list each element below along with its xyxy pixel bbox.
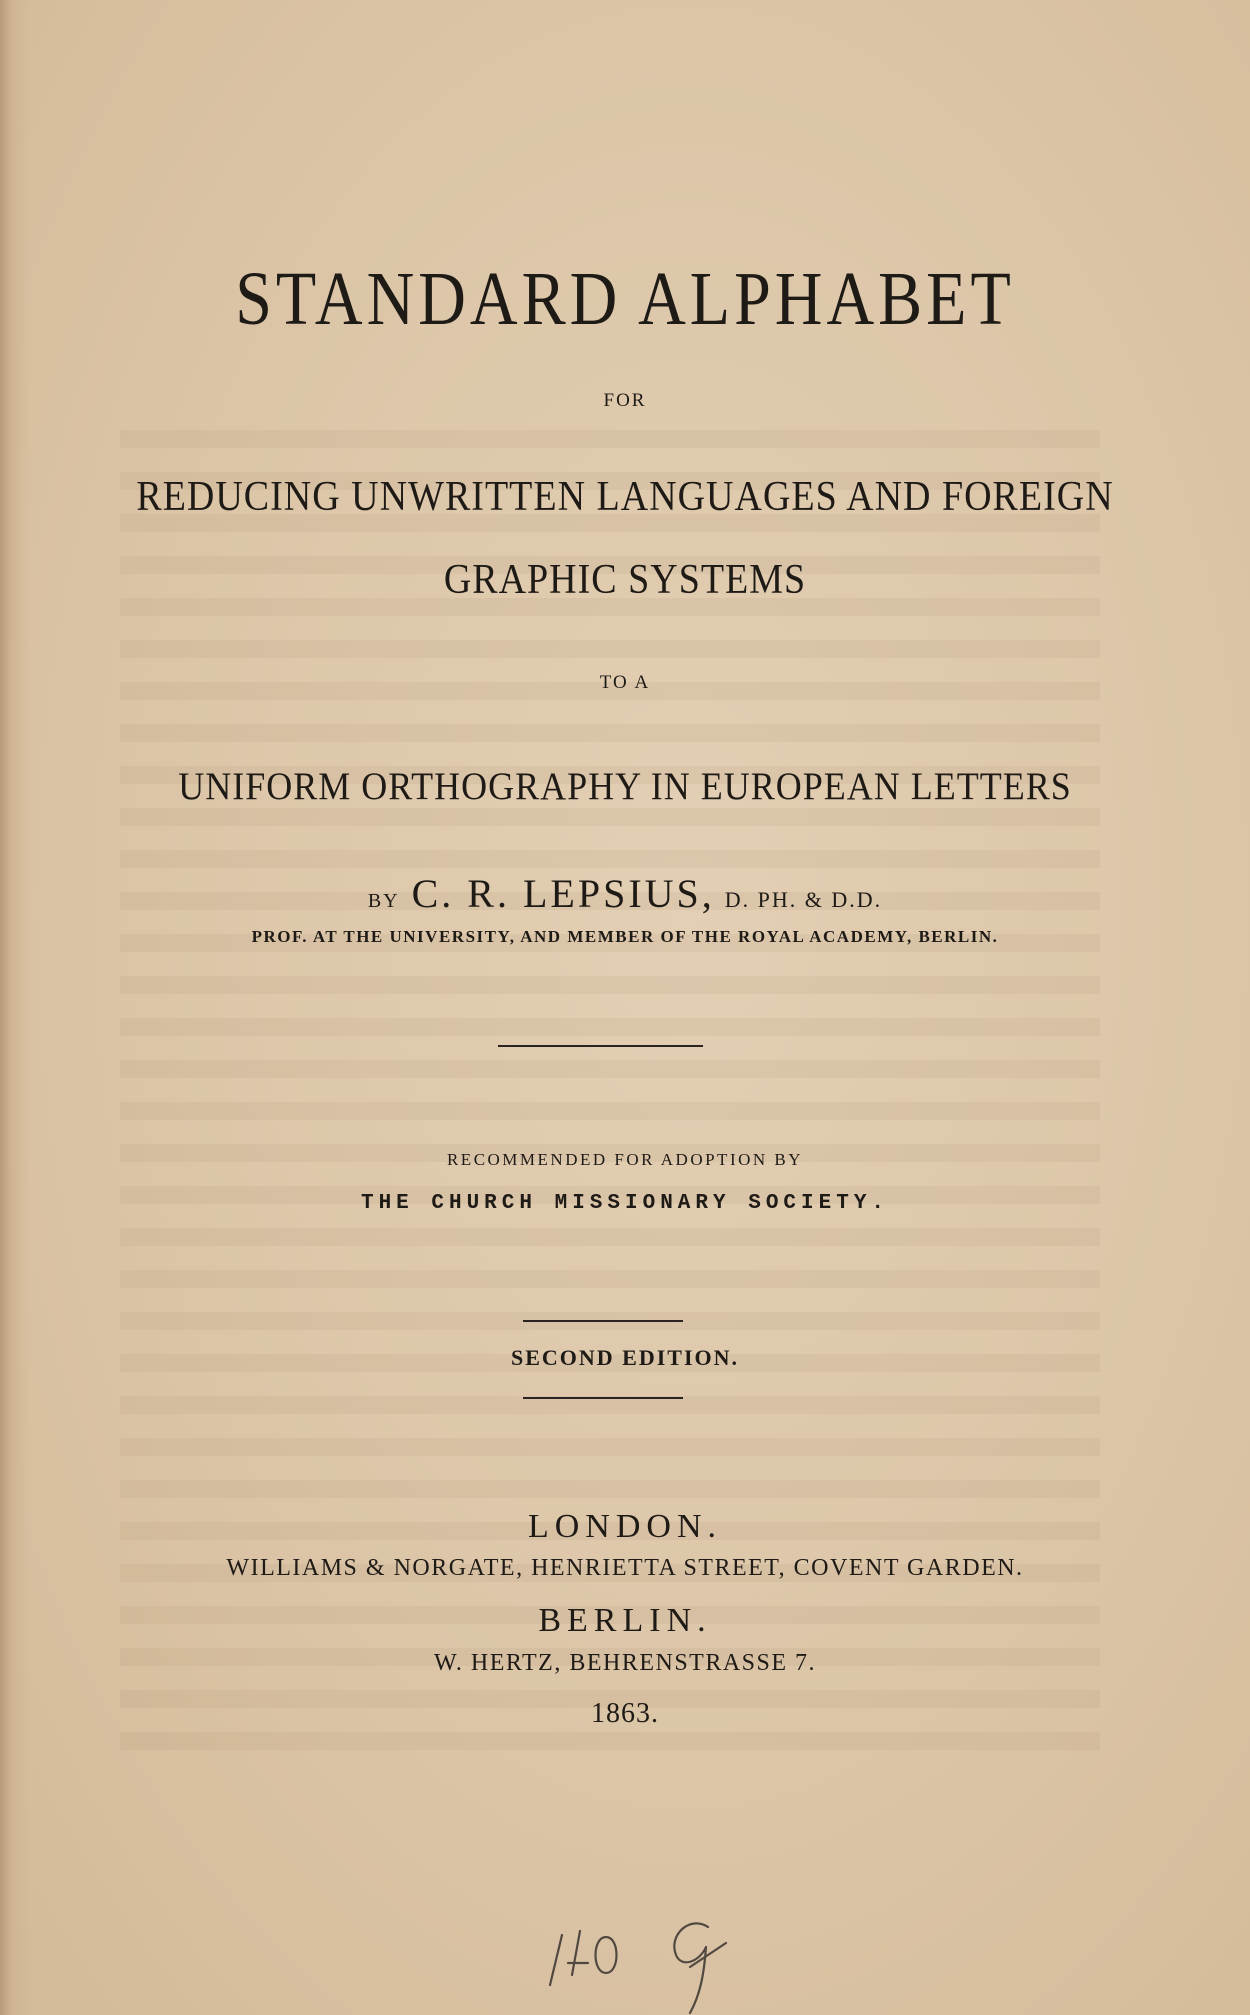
subtitle-line-2: GRAPHIC SYSTEMS xyxy=(443,556,807,604)
publication-year: 1863. xyxy=(591,1698,659,1729)
edition-label: SECOND EDITION. xyxy=(510,1345,740,1370)
imprint-publisher-london: WILLIAMS & NORGATE, HENRIETTA STREET, COVENT GARDEN. xyxy=(226,1555,1024,1581)
author-affiliation: PROF. AT THE UNIVERSITY, AND MEMBER OF THE ROYAL ACADEMY, BERLIN. xyxy=(251,927,999,946)
subtitle-line-3: UNIFORM ORTHOGRAPHY IN EUROPEAN LETTERS xyxy=(178,764,1072,808)
divider-rule xyxy=(523,1397,683,1399)
divider-rule xyxy=(523,1320,683,1322)
handwritten-shelfmark-drawing xyxy=(540,1905,780,2015)
divider-rule xyxy=(498,1045,703,1047)
imprint-city-berlin: BERLIN. xyxy=(538,1602,712,1639)
subtitle-line-1: REDUCING UNWRITTEN LANGUAGES AND FOREIGN xyxy=(136,473,1114,521)
society-name: THE CHURCH MISSIONARY SOCIETY. xyxy=(360,1192,890,1215)
recommended-label: RECOMMENDED FOR ADOPTION BY xyxy=(446,1150,804,1169)
show-through-text xyxy=(120,430,1100,1750)
to-a-label: TO A xyxy=(599,672,651,693)
book-title: STANDARD ALPHABET xyxy=(235,257,1015,342)
handwritten-shelfmark xyxy=(540,1905,780,2015)
author-line xyxy=(0,870,1250,917)
author-degrees: D. PH. & D.D. xyxy=(724,887,883,912)
for-label: FOR xyxy=(603,390,647,411)
imprint-publisher-berlin: W. HERTZ, BEHRENSTRASSE 7. xyxy=(433,1650,817,1676)
imprint-city-london: LONDON. xyxy=(527,1508,723,1545)
by-label: BY xyxy=(367,890,400,912)
author-name: C. R. LEPSIUS, xyxy=(411,871,715,916)
